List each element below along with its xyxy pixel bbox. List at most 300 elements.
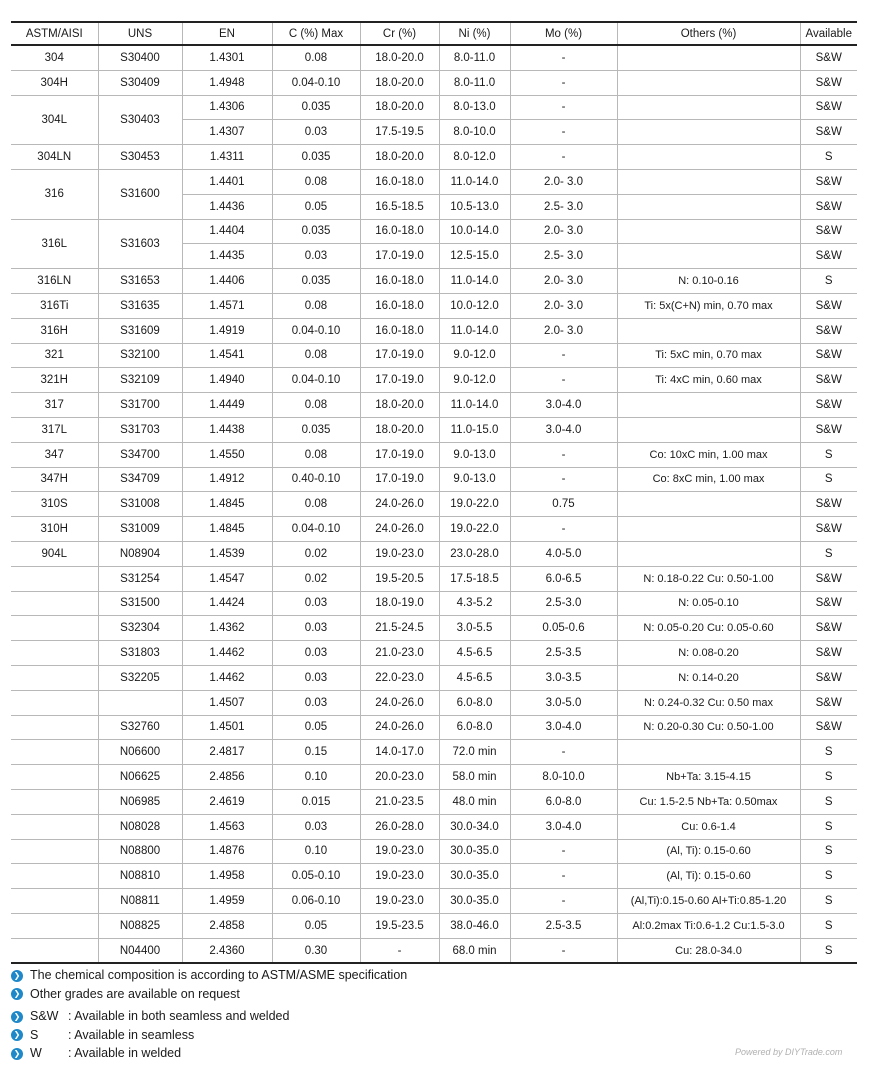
uns-cell: S32109 <box>98 368 182 393</box>
astm-cell: 317L <box>11 417 98 442</box>
others-cell <box>617 219 800 244</box>
nickel-cell: 10.0-12.0 <box>439 293 510 318</box>
others-cell: Ti: 5x(C+N) min, 0.70 max <box>617 293 800 318</box>
en-cell: 1.4958 <box>182 864 272 889</box>
en-cell: 1.4307 <box>182 120 272 145</box>
available-cell: S&W <box>800 665 857 690</box>
available-cell: S&W <box>800 492 857 517</box>
available-cell: S&W <box>800 715 857 740</box>
en-cell: 1.4311 <box>182 145 272 170</box>
carbon-cell: 0.08 <box>272 45 360 70</box>
molybdenum-cell: - <box>510 343 617 368</box>
table-row <box>11 368 857 393</box>
uns-cell: N08904 <box>98 541 182 566</box>
table-row <box>11 665 857 690</box>
available-cell: S <box>800 442 857 467</box>
molybdenum-cell: 2.5-3.5 <box>510 641 617 666</box>
others-cell: Ti: 4xC min, 0.60 max <box>617 368 800 393</box>
others-cell <box>617 120 800 145</box>
en-cell: 1.4539 <box>182 541 272 566</box>
nickel-cell: 19.0-22.0 <box>439 492 510 517</box>
en-cell: 2.4619 <box>182 789 272 814</box>
table-row <box>11 95 857 120</box>
others-cell <box>617 95 800 120</box>
chromium-cell: 21.5-24.5 <box>360 616 439 641</box>
uns-cell: S32100 <box>98 343 182 368</box>
astm-cell: 316LN <box>11 269 98 294</box>
carbon-cell: 0.03 <box>272 120 360 145</box>
available-cell: S&W <box>800 293 857 318</box>
chromium-cell: 18.0-20.0 <box>360 145 439 170</box>
uns-cell: S31635 <box>98 293 182 318</box>
uns-cell: S31500 <box>98 591 182 616</box>
others-cell <box>617 45 800 70</box>
astm-cell <box>11 839 98 864</box>
others-cell: Ti: 5xC min, 0.70 max <box>617 343 800 368</box>
molybdenum-cell: 0.05-0.6 <box>510 616 617 641</box>
others-cell <box>617 145 800 170</box>
others-cell <box>617 517 800 542</box>
uns-cell: S32205 <box>98 665 182 690</box>
nickel-cell: 30.0-35.0 <box>439 889 510 914</box>
astm-cell: 347H <box>11 467 98 492</box>
en-cell: 1.4436 <box>182 194 272 219</box>
available-cell: S <box>800 145 857 170</box>
en-cell: 2.4817 <box>182 740 272 765</box>
chromium-cell: 16.0-18.0 <box>360 219 439 244</box>
table-row <box>11 417 857 442</box>
astm-cell <box>11 690 98 715</box>
astm-cell: 321 <box>11 343 98 368</box>
carbon-cell: 0.05 <box>272 194 360 219</box>
nickel-cell: 3.0-5.5 <box>439 616 510 641</box>
table-row <box>11 839 857 864</box>
carbon-cell: 0.03 <box>272 641 360 666</box>
astm-cell <box>11 616 98 641</box>
en-cell: 1.4406 <box>182 269 272 294</box>
molybdenum-cell: - <box>510 889 617 914</box>
header-en: EN <box>182 22 272 45</box>
astm-cell <box>11 938 98 963</box>
molybdenum-cell: 6.0-6.5 <box>510 566 617 591</box>
others-cell <box>617 194 800 219</box>
table-row <box>11 219 857 244</box>
en-cell: 1.4306 <box>182 95 272 120</box>
nickel-cell: 38.0-46.0 <box>439 913 510 938</box>
table-row <box>11 269 857 294</box>
table-row <box>11 690 857 715</box>
en-cell: 2.4360 <box>182 938 272 963</box>
carbon-cell: 0.035 <box>272 95 360 120</box>
grades-table-body <box>11 45 857 963</box>
table-row <box>11 938 857 963</box>
uns-cell: S30409 <box>98 70 182 95</box>
table-row <box>11 889 857 914</box>
available-cell: S <box>800 889 857 914</box>
table-row <box>11 789 857 814</box>
table-row <box>11 70 857 95</box>
others-cell <box>617 244 800 269</box>
molybdenum-cell: - <box>510 70 617 95</box>
en-cell: 1.4404 <box>182 219 272 244</box>
chromium-cell: 17.0-19.0 <box>360 244 439 269</box>
available-cell: S <box>800 814 857 839</box>
astm-cell: 321H <box>11 368 98 393</box>
astm-cell <box>11 765 98 790</box>
astm-cell: 347 <box>11 442 98 467</box>
chromium-cell: 19.0-23.0 <box>360 864 439 889</box>
others-cell <box>617 492 800 517</box>
legend-code: S&W <box>30 1009 59 1023</box>
carbon-cell: 0.15 <box>272 740 360 765</box>
carbon-cell: 0.03 <box>272 591 360 616</box>
nickel-cell: 6.0-8.0 <box>439 715 510 740</box>
nickel-cell: 58.0 min <box>439 765 510 790</box>
nickel-cell: 8.0-12.0 <box>439 145 510 170</box>
molybdenum-cell: 2.0- 3.0 <box>510 269 617 294</box>
molybdenum-cell: 4.0-5.0 <box>510 541 617 566</box>
molybdenum-cell: - <box>510 120 617 145</box>
note-item <box>11 985 407 1004</box>
carbon-cell: 0.03 <box>272 690 360 715</box>
nickel-cell: 4.5-6.5 <box>439 665 510 690</box>
available-cell: S&W <box>800 318 857 343</box>
table-row <box>11 814 857 839</box>
table-row <box>11 591 857 616</box>
available-cell: S&W <box>800 343 857 368</box>
carbon-cell: 0.08 <box>272 343 360 368</box>
nickel-cell: 8.0-10.0 <box>439 120 510 145</box>
others-cell: N: 0.05-0.20 Cu: 0.05-0.60 <box>617 616 800 641</box>
legend-item <box>11 1026 289 1045</box>
uns-cell: N06600 <box>98 740 182 765</box>
others-cell: Cu: 1.5-2.5 Nb+Ta: 0.50max <box>617 789 800 814</box>
header-molybdenum: Mo (%) <box>510 22 617 45</box>
others-cell <box>617 70 800 95</box>
uns-cell: S31008 <box>98 492 182 517</box>
available-cell: S&W <box>800 417 857 442</box>
table-row <box>11 913 857 938</box>
molybdenum-cell: - <box>510 368 617 393</box>
molybdenum-cell: - <box>510 145 617 170</box>
others-cell: N: 0.18-0.22 Cu: 0.50-1.00 <box>617 566 800 591</box>
others-cell: N: 0.20-0.30 Cu: 0.50-1.00 <box>617 715 800 740</box>
nickel-cell: 8.0-11.0 <box>439 70 510 95</box>
chromium-cell: 24.0-26.0 <box>360 492 439 517</box>
others-cell <box>617 740 800 765</box>
carbon-cell: 0.02 <box>272 541 360 566</box>
en-cell: 1.4959 <box>182 889 272 914</box>
nickel-cell: 11.0-14.0 <box>439 169 510 194</box>
table-row <box>11 715 857 740</box>
astm-cell: 316Ti <box>11 293 98 318</box>
chromium-cell: 18.0-20.0 <box>360 70 439 95</box>
others-cell: Co: 8xC min, 1.00 max <box>617 467 800 492</box>
molybdenum-cell: 0.75 <box>510 492 617 517</box>
chromium-cell: - <box>360 938 439 963</box>
nickel-cell: 30.0-35.0 <box>439 839 510 864</box>
nickel-cell: 9.0-12.0 <box>439 343 510 368</box>
carbon-cell: 0.06-0.10 <box>272 889 360 914</box>
astm-cell <box>11 889 98 914</box>
available-cell: S&W <box>800 219 857 244</box>
molybdenum-cell: 3.0-4.0 <box>510 417 617 442</box>
astm-cell: 317 <box>11 393 98 418</box>
others-cell: Co: 10xC min, 1.00 max <box>617 442 800 467</box>
en-cell: 1.4845 <box>182 492 272 517</box>
table-row <box>11 616 857 641</box>
chromium-cell: 19.5-20.5 <box>360 566 439 591</box>
molybdenum-cell: - <box>510 517 617 542</box>
nickel-cell: 4.5-6.5 <box>439 641 510 666</box>
carbon-cell: 0.30 <box>272 938 360 963</box>
chromium-cell: 21.0-23.0 <box>360 641 439 666</box>
legend-text: : Available in seamless <box>68 1027 195 1042</box>
header-others: Others (%) <box>617 22 800 45</box>
available-cell: S <box>800 839 857 864</box>
others-cell: N: 0.24-0.32 Cu: 0.50 max <box>617 690 800 715</box>
chevron-right-icon: ❯ <box>11 1011 23 1023</box>
molybdenum-cell: 2.5- 3.0 <box>510 194 617 219</box>
table-row <box>11 864 857 889</box>
carbon-cell: 0.03 <box>272 616 360 641</box>
others-cell: Nb+Ta: 3.15-4.15 <box>617 765 800 790</box>
molybdenum-cell: 3.0-3.5 <box>510 665 617 690</box>
en-cell: 1.4507 <box>182 690 272 715</box>
nickel-cell: 11.0-14.0 <box>439 318 510 343</box>
molybdenum-cell: - <box>510 95 617 120</box>
others-cell: (Al, Ti): 0.15-0.60 <box>617 864 800 889</box>
nickel-cell: 30.0-35.0 <box>439 864 510 889</box>
uns-cell: N08810 <box>98 864 182 889</box>
header-uns: UNS <box>98 22 182 45</box>
astm-cell: 316L <box>11 219 98 269</box>
en-cell: 2.4856 <box>182 765 272 790</box>
available-cell: S <box>800 765 857 790</box>
nickel-cell: 12.5-15.0 <box>439 244 510 269</box>
available-cell: S&W <box>800 690 857 715</box>
available-cell: S <box>800 938 857 963</box>
nickel-cell: 8.0-11.0 <box>439 45 510 70</box>
legend-text: : Available in both seamless and welded <box>68 1009 290 1023</box>
notes-list <box>11 966 407 1003</box>
note-text: The chemical composition is according to ASTM/ASME specification <box>30 968 408 982</box>
astm-cell <box>11 641 98 666</box>
nickel-cell: 10.0-14.0 <box>439 219 510 244</box>
nickel-cell: 11.0-15.0 <box>439 417 510 442</box>
molybdenum-cell: 3.0-4.0 <box>510 814 617 839</box>
carbon-cell: 0.035 <box>272 145 360 170</box>
available-cell: S&W <box>800 244 857 269</box>
uns-cell: N08800 <box>98 839 182 864</box>
others-cell <box>617 318 800 343</box>
table-row <box>11 393 857 418</box>
available-cell: S&W <box>800 616 857 641</box>
en-cell: 1.4462 <box>182 665 272 690</box>
table-row <box>11 442 857 467</box>
molybdenum-cell: - <box>510 938 617 963</box>
nickel-cell: 8.0-13.0 <box>439 95 510 120</box>
nickel-cell: 9.0-13.0 <box>439 442 510 467</box>
uns-cell: S30453 <box>98 145 182 170</box>
table-row <box>11 740 857 765</box>
nickel-cell: 48.0 min <box>439 789 510 814</box>
available-cell: S&W <box>800 45 857 70</box>
astm-cell <box>11 740 98 765</box>
astm-cell: 310H <box>11 517 98 542</box>
chromium-cell: 19.0-23.0 <box>360 541 439 566</box>
powered-by-watermark: Powered by DIYTrade.com <box>735 1047 843 1057</box>
en-cell: 1.4541 <box>182 343 272 368</box>
carbon-cell: 0.03 <box>272 665 360 690</box>
available-cell: S&W <box>800 194 857 219</box>
uns-cell: S31603 <box>98 219 182 269</box>
en-cell: 1.4401 <box>182 169 272 194</box>
available-cell: S&W <box>800 70 857 95</box>
uns-cell: S31009 <box>98 517 182 542</box>
chromium-cell: 16.0-18.0 <box>360 293 439 318</box>
chromium-cell: 21.0-23.5 <box>360 789 439 814</box>
others-cell: (Al, Ti): 0.15-0.60 <box>617 839 800 864</box>
uns-cell: S31653 <box>98 269 182 294</box>
molybdenum-cell: 2.0- 3.0 <box>510 293 617 318</box>
nickel-cell: 19.0-22.0 <box>439 517 510 542</box>
carbon-cell: 0.04-0.10 <box>272 517 360 542</box>
uns-cell: S32760 <box>98 715 182 740</box>
chromium-cell: 24.0-26.0 <box>360 517 439 542</box>
chromium-cell: 26.0-28.0 <box>360 814 439 839</box>
carbon-cell: 0.10 <box>272 839 360 864</box>
chromium-cell: 19.5-23.5 <box>360 913 439 938</box>
header-row <box>11 22 857 45</box>
chevron-right-icon: ❯ <box>11 988 23 1000</box>
astm-cell: 310S <box>11 492 98 517</box>
carbon-cell: 0.40-0.10 <box>272 467 360 492</box>
molybdenum-cell: - <box>510 45 617 70</box>
molybdenum-cell: 3.0-4.0 <box>510 393 617 418</box>
molybdenum-cell: 3.0-5.0 <box>510 690 617 715</box>
en-cell: 1.4435 <box>182 244 272 269</box>
chromium-cell: 16.0-18.0 <box>360 318 439 343</box>
nickel-cell: 17.5-18.5 <box>439 566 510 591</box>
header-chromium: Cr (%) <box>360 22 439 45</box>
header-astm: ASTM/AISI <box>11 22 98 45</box>
chromium-cell: 20.0-23.0 <box>360 765 439 790</box>
chromium-cell: 19.0-23.0 <box>360 839 439 864</box>
molybdenum-cell: 2.5-3.0 <box>510 591 617 616</box>
en-cell: 1.4438 <box>182 417 272 442</box>
carbon-cell: 0.08 <box>272 169 360 194</box>
chromium-cell: 19.0-23.0 <box>360 889 439 914</box>
astm-cell <box>11 814 98 839</box>
molybdenum-cell: 6.0-8.0 <box>510 789 617 814</box>
en-cell: 1.4948 <box>182 70 272 95</box>
chromium-cell: 22.0-23.0 <box>360 665 439 690</box>
others-cell: Cu: 28.0-34.0 <box>617 938 800 963</box>
astm-cell <box>11 913 98 938</box>
others-cell: N: 0.10-0.16 <box>617 269 800 294</box>
astm-cell <box>11 789 98 814</box>
astm-cell <box>11 864 98 889</box>
molybdenum-cell: 8.0-10.0 <box>510 765 617 790</box>
note-item <box>11 966 407 985</box>
available-cell: S <box>800 864 857 889</box>
carbon-cell: 0.035 <box>272 417 360 442</box>
uns-cell: S31703 <box>98 417 182 442</box>
others-cell: Cu: 0.6-1.4 <box>617 814 800 839</box>
nickel-cell: 9.0-13.0 <box>439 467 510 492</box>
available-cell: S&W <box>800 641 857 666</box>
chevron-right-icon: ❯ <box>11 1029 23 1041</box>
uns-cell: S31600 <box>98 169 182 219</box>
en-cell: 1.4550 <box>182 442 272 467</box>
astm-cell: 904L <box>11 541 98 566</box>
table-row <box>11 765 857 790</box>
en-cell: 1.4571 <box>182 293 272 318</box>
table-row <box>11 566 857 591</box>
uns-cell <box>98 690 182 715</box>
table-row <box>11 169 857 194</box>
uns-cell: N08028 <box>98 814 182 839</box>
en-cell: 1.4362 <box>182 616 272 641</box>
chromium-cell: 24.0-26.0 <box>360 690 439 715</box>
others-cell <box>617 541 800 566</box>
chromium-cell: 17.0-19.0 <box>360 442 439 467</box>
molybdenum-cell: - <box>510 740 617 765</box>
nickel-cell: 72.0 min <box>439 740 510 765</box>
uns-cell: S30400 <box>98 45 182 70</box>
chromium-cell: 17.5-19.5 <box>360 120 439 145</box>
uns-cell: S31609 <box>98 318 182 343</box>
header-nickel: Ni (%) <box>439 22 510 45</box>
carbon-cell: 0.04-0.10 <box>272 70 360 95</box>
en-cell: 1.4919 <box>182 318 272 343</box>
nickel-cell: 11.0-14.0 <box>439 393 510 418</box>
available-cell: S&W <box>800 169 857 194</box>
uns-cell: S32304 <box>98 616 182 641</box>
table-row <box>11 467 857 492</box>
available-cell: S <box>800 789 857 814</box>
carbon-cell: 0.035 <box>272 269 360 294</box>
uns-cell: N04400 <box>98 938 182 963</box>
carbon-cell: 0.035 <box>272 219 360 244</box>
others-cell <box>617 393 800 418</box>
table-row <box>11 492 857 517</box>
legend-code: S <box>30 1027 39 1042</box>
chevron-right-icon: ❯ <box>11 1048 23 1060</box>
chevron-right-icon: ❯ <box>11 970 23 982</box>
available-cell: S&W <box>800 566 857 591</box>
header-available: Available <box>800 22 857 45</box>
others-cell <box>617 417 800 442</box>
astm-cell: 304L <box>11 95 98 145</box>
nickel-cell: 11.0-14.0 <box>439 269 510 294</box>
en-cell: 1.4301 <box>182 45 272 70</box>
carbon-cell: 0.08 <box>272 492 360 517</box>
uns-cell: S31700 <box>98 393 182 418</box>
chromium-cell: 16.5-18.5 <box>360 194 439 219</box>
en-cell: 1.4563 <box>182 814 272 839</box>
en-cell: 1.4912 <box>182 467 272 492</box>
en-cell: 1.4845 <box>182 517 272 542</box>
chromium-cell: 18.0-20.0 <box>360 95 439 120</box>
carbon-cell: 0.08 <box>272 393 360 418</box>
available-cell: S <box>800 740 857 765</box>
molybdenum-cell: 2.5- 3.0 <box>510 244 617 269</box>
others-cell: N: 0.14-0.20 <box>617 665 800 690</box>
available-cell: S <box>800 269 857 294</box>
molybdenum-cell: 2.0- 3.0 <box>510 318 617 343</box>
